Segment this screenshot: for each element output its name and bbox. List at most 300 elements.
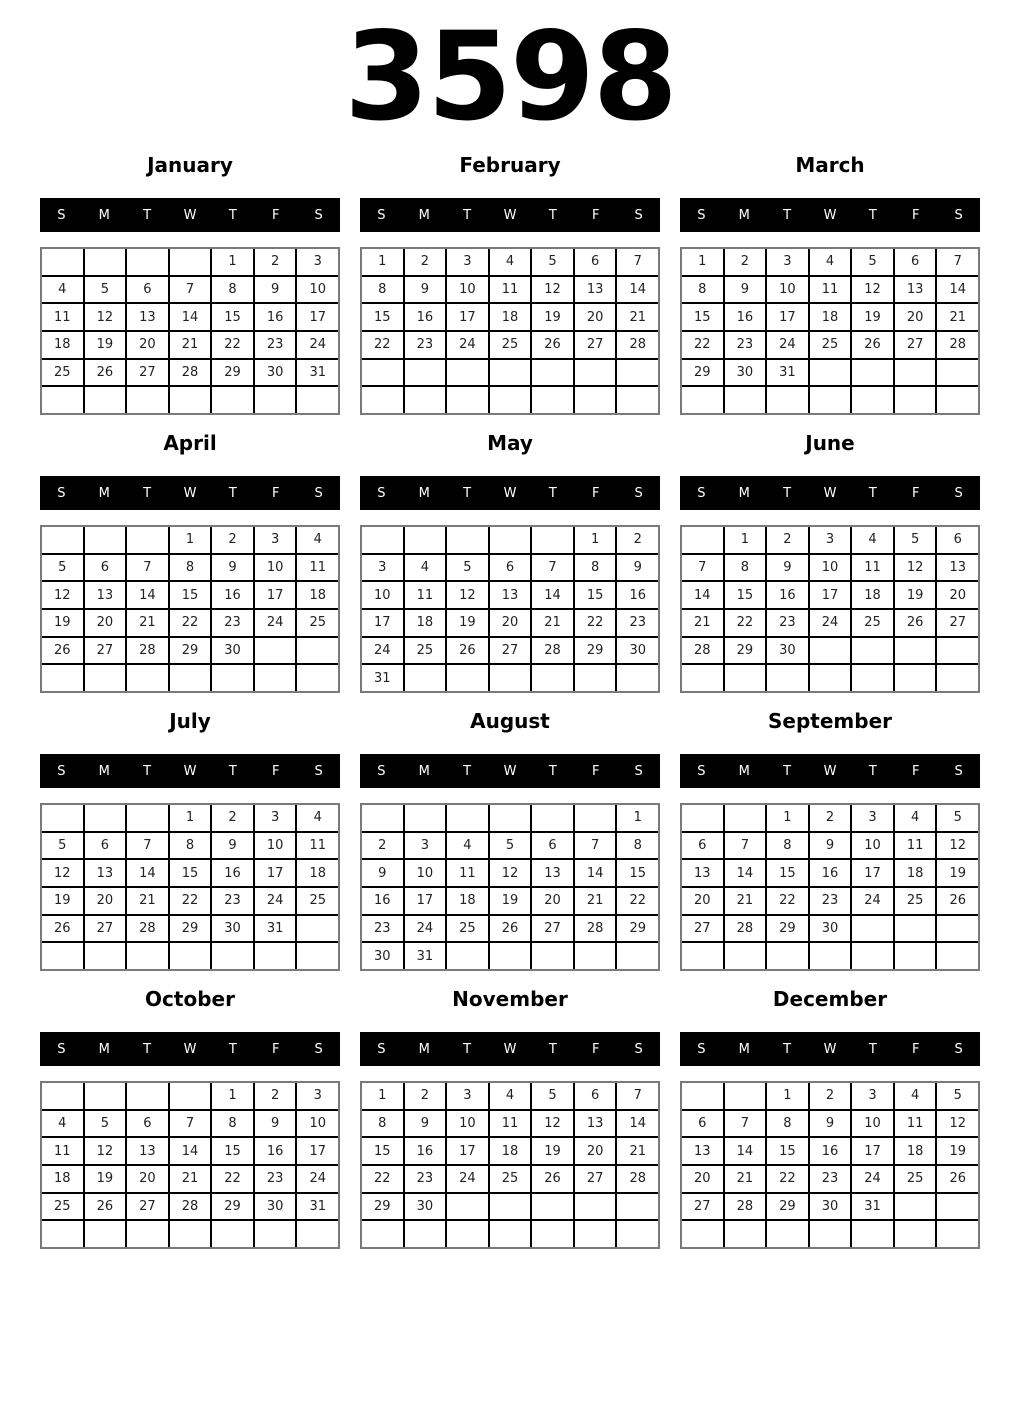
- day-cell: 26: [490, 916, 531, 942]
- day-cell: 30: [810, 916, 851, 942]
- day-cell: 18: [405, 610, 446, 636]
- day-cell: 28: [937, 332, 978, 358]
- day-cell: 10: [405, 860, 446, 886]
- day-cell: 24: [852, 1166, 893, 1192]
- day-cell: 3: [852, 1083, 893, 1109]
- day-cell: 30: [405, 1194, 446, 1220]
- day-of-week-header: [40, 198, 340, 232]
- day-cell: 24: [767, 332, 808, 358]
- month-block-july: [40, 706, 340, 971]
- day-cell: 22: [682, 332, 723, 358]
- day-cell: 10: [852, 833, 893, 859]
- day-cell: 19: [852, 304, 893, 330]
- dow-header-cell: T: [868, 1041, 877, 1057]
- day-cell-empty: [810, 387, 851, 413]
- dow-header-cell: F: [591, 485, 600, 501]
- day-cell-empty: [85, 387, 126, 413]
- day-cell-empty: [255, 943, 296, 969]
- day-cell-empty: [85, 665, 126, 691]
- day-cell: 27: [127, 1194, 168, 1220]
- day-cell: 24: [852, 888, 893, 914]
- day-cell: 6: [682, 1111, 723, 1137]
- day-cell: 29: [767, 1194, 808, 1220]
- day-cell: 8: [767, 1111, 808, 1137]
- day-cell: 8: [575, 555, 616, 581]
- day-cell-empty: [490, 360, 531, 386]
- day-cell: 4: [895, 805, 936, 831]
- day-cell: 12: [532, 277, 573, 303]
- day-cell: 5: [447, 555, 488, 581]
- dow-header-cell: T: [143, 485, 152, 501]
- day-cell: 30: [255, 360, 296, 386]
- day-cell: 12: [85, 304, 126, 330]
- day-cell-empty: [767, 665, 808, 691]
- day-cell: 2: [810, 1083, 851, 1109]
- day-cell: 7: [575, 833, 616, 859]
- day-cell: 3: [255, 805, 296, 831]
- day-cell: 17: [297, 1138, 338, 1164]
- day-cell: 12: [895, 555, 936, 581]
- day-cell: 11: [447, 860, 488, 886]
- day-cell: 6: [532, 833, 573, 859]
- day-cell: 5: [85, 277, 126, 303]
- day-cell: 16: [255, 304, 296, 330]
- day-cell: 9: [810, 1111, 851, 1137]
- day-cell: 11: [490, 1111, 531, 1137]
- day-cell-empty: [42, 249, 83, 275]
- day-cell: 26: [532, 1166, 573, 1192]
- dow-header-cell: M: [98, 763, 110, 779]
- dow-header-cell: S: [57, 1041, 66, 1057]
- day-cell-empty: [127, 805, 168, 831]
- dow-header-cell: S: [57, 763, 66, 779]
- day-cell-empty: [575, 387, 616, 413]
- day-cell: 31: [255, 916, 296, 942]
- day-cell: 4: [810, 249, 851, 275]
- day-cell: 17: [852, 860, 893, 886]
- day-of-week-header: [680, 1032, 980, 1066]
- day-cell: 16: [212, 860, 253, 886]
- day-of-week-header: [360, 198, 660, 232]
- day-cell-empty: [682, 943, 723, 969]
- day-cell-empty: [575, 360, 616, 386]
- month-days-grid: [40, 803, 340, 971]
- month-title: December: [772, 987, 888, 1011]
- day-cell: 20: [490, 610, 531, 636]
- day-cell: 2: [405, 1083, 446, 1109]
- day-cell-empty: [937, 1221, 978, 1247]
- day-cell-empty: [405, 360, 446, 386]
- day-cell: 5: [42, 833, 83, 859]
- dow-header-cell: T: [463, 1041, 472, 1057]
- day-cell-empty: [682, 527, 723, 553]
- day-cell-empty: [255, 1221, 296, 1247]
- day-cell: 10: [297, 1111, 338, 1137]
- day-cell: 19: [532, 304, 573, 330]
- day-cell: 14: [127, 582, 168, 608]
- day-cell: 17: [255, 582, 296, 608]
- day-cell-empty: [532, 360, 573, 386]
- dow-header-cell: S: [314, 485, 323, 501]
- day-cell: 21: [170, 1166, 211, 1192]
- day-cell: 15: [725, 582, 766, 608]
- day-cell: 21: [725, 888, 766, 914]
- day-cell: 3: [362, 555, 403, 581]
- dow-header-cell: F: [911, 1041, 920, 1057]
- day-cell: 25: [852, 610, 893, 636]
- day-cell: 22: [212, 332, 253, 358]
- dow-header-cell: T: [868, 207, 877, 223]
- day-cell: 1: [362, 1083, 403, 1109]
- day-cell-empty: [810, 665, 851, 691]
- day-cell: 10: [362, 582, 403, 608]
- day-cell: 29: [575, 638, 616, 664]
- day-cell: 29: [682, 360, 723, 386]
- day-cell: 22: [362, 332, 403, 358]
- day-cell: 29: [212, 1194, 253, 1220]
- day-cell: 11: [895, 1111, 936, 1137]
- day-cell: 22: [362, 1166, 403, 1192]
- day-cell-empty: [255, 387, 296, 413]
- day-cell: 14: [617, 277, 658, 303]
- day-cell: 8: [362, 277, 403, 303]
- day-cell: 17: [810, 582, 851, 608]
- day-cell: 2: [212, 805, 253, 831]
- day-cell-empty: [362, 387, 403, 413]
- day-cell-empty: [810, 943, 851, 969]
- month-title: May: [487, 431, 533, 455]
- dow-header-cell: T: [463, 763, 472, 779]
- day-cell: 14: [617, 1111, 658, 1137]
- day-cell: 28: [575, 916, 616, 942]
- day-cell-empty: [490, 1194, 531, 1220]
- day-cell-empty: [682, 1221, 723, 1247]
- day-cell-empty: [42, 527, 83, 553]
- day-cell: 30: [617, 638, 658, 664]
- day-cell: 29: [767, 916, 808, 942]
- dow-header-cell: M: [418, 485, 430, 501]
- day-cell: 17: [447, 1138, 488, 1164]
- day-cell: 22: [767, 1166, 808, 1192]
- day-cell-empty: [212, 665, 253, 691]
- day-cell-empty: [212, 1221, 253, 1247]
- day-cell: 14: [532, 582, 573, 608]
- month-block-june: [680, 428, 980, 693]
- day-cell: 24: [297, 332, 338, 358]
- day-cell: 3: [852, 805, 893, 831]
- dow-header-cell: T: [548, 485, 557, 501]
- day-cell: 26: [42, 638, 83, 664]
- day-cell-empty: [212, 387, 253, 413]
- day-cell-empty: [127, 943, 168, 969]
- day-cell: 1: [575, 527, 616, 553]
- day-cell: 30: [810, 1194, 851, 1220]
- month-days-grid: [680, 803, 980, 971]
- day-cell: 8: [617, 833, 658, 859]
- day-cell-empty: [447, 360, 488, 386]
- dow-header-cell: T: [548, 207, 557, 223]
- day-cell: 4: [895, 1083, 936, 1109]
- dow-header-cell: W: [823, 1041, 837, 1057]
- day-cell: 1: [725, 527, 766, 553]
- day-cell-empty: [297, 916, 338, 942]
- day-cell: 7: [725, 1111, 766, 1137]
- day-cell-empty: [532, 527, 573, 553]
- month-block-october: [40, 984, 340, 1249]
- day-cell: 26: [447, 638, 488, 664]
- day-cell: 23: [810, 888, 851, 914]
- day-cell: 16: [255, 1138, 296, 1164]
- day-cell: 15: [212, 1138, 253, 1164]
- month-title: August: [470, 709, 550, 733]
- day-cell-empty: [852, 665, 893, 691]
- day-cell: 9: [212, 555, 253, 581]
- day-cell: 21: [725, 1166, 766, 1192]
- day-cell: 11: [405, 582, 446, 608]
- day-cell: 4: [447, 833, 488, 859]
- day-cell-empty: [617, 387, 658, 413]
- day-cell: 20: [85, 610, 126, 636]
- day-cell: 17: [255, 860, 296, 886]
- dow-header-cell: F: [591, 207, 600, 223]
- day-cell: 5: [490, 833, 531, 859]
- dow-header-cell: M: [738, 763, 750, 779]
- day-cell: 4: [852, 527, 893, 553]
- day-cell: 21: [617, 304, 658, 330]
- day-cell: 31: [405, 943, 446, 969]
- day-cell: 26: [937, 1166, 978, 1192]
- day-cell: 10: [852, 1111, 893, 1137]
- day-cell: 23: [767, 610, 808, 636]
- month-block-november: [360, 984, 660, 1249]
- day-cell: 12: [937, 1111, 978, 1137]
- day-cell: 6: [575, 249, 616, 275]
- day-cell: 26: [42, 916, 83, 942]
- day-cell-empty: [490, 527, 531, 553]
- dow-header-cell: S: [634, 207, 643, 223]
- month-title: June: [805, 431, 855, 455]
- day-cell: 18: [42, 332, 83, 358]
- day-cell-empty: [42, 1221, 83, 1247]
- day-cell: 29: [170, 638, 211, 664]
- day-cell: 9: [362, 860, 403, 886]
- day-cell: 15: [575, 582, 616, 608]
- day-cell-empty: [170, 249, 211, 275]
- day-cell: 3: [447, 1083, 488, 1109]
- day-cell: 13: [575, 1111, 616, 1137]
- day-cell: 5: [532, 249, 573, 275]
- day-cell: 22: [170, 888, 211, 914]
- day-cell: 23: [212, 888, 253, 914]
- dow-header-cell: T: [548, 763, 557, 779]
- day-cell: 3: [297, 249, 338, 275]
- day-cell: 6: [85, 833, 126, 859]
- dow-header-cell: T: [143, 207, 152, 223]
- day-cell: 2: [212, 527, 253, 553]
- day-cell-empty: [852, 1221, 893, 1247]
- day-cell-empty: [852, 638, 893, 664]
- day-cell: 29: [617, 916, 658, 942]
- day-cell: 15: [617, 860, 658, 886]
- day-cell-empty: [725, 665, 766, 691]
- day-cell: 9: [212, 833, 253, 859]
- day-cell: 25: [405, 638, 446, 664]
- dow-header-cell: M: [418, 207, 430, 223]
- day-cell-empty: [895, 943, 936, 969]
- day-cell: 20: [682, 888, 723, 914]
- day-cell: 7: [725, 833, 766, 859]
- day-cell: 12: [42, 860, 83, 886]
- dow-header-cell: M: [738, 1041, 750, 1057]
- day-cell: 5: [852, 249, 893, 275]
- day-cell: 18: [447, 888, 488, 914]
- day-cell: 11: [810, 277, 851, 303]
- day-cell-empty: [405, 527, 446, 553]
- dow-header-cell: S: [954, 207, 963, 223]
- day-cell: 20: [127, 332, 168, 358]
- day-cell: 23: [405, 332, 446, 358]
- day-cell-empty: [725, 1221, 766, 1247]
- day-cell: 2: [255, 1083, 296, 1109]
- day-of-week-header: [40, 1032, 340, 1066]
- day-cell: 10: [255, 833, 296, 859]
- day-cell: 16: [617, 582, 658, 608]
- day-cell: 23: [725, 332, 766, 358]
- dow-header-cell: W: [183, 485, 197, 501]
- day-cell: 11: [42, 1138, 83, 1164]
- day-cell-empty: [895, 387, 936, 413]
- day-cell: 21: [532, 610, 573, 636]
- day-cell-empty: [127, 665, 168, 691]
- day-cell-empty: [895, 360, 936, 386]
- day-cell: 9: [725, 277, 766, 303]
- day-cell-empty: [297, 943, 338, 969]
- day-cell: 11: [297, 555, 338, 581]
- dow-header-cell: S: [697, 207, 706, 223]
- day-cell: 20: [85, 888, 126, 914]
- day-cell: 23: [362, 916, 403, 942]
- dow-header-cell: S: [314, 207, 323, 223]
- day-cell-empty: [617, 360, 658, 386]
- day-cell-empty: [297, 1221, 338, 1247]
- day-cell-empty: [42, 387, 83, 413]
- day-cell: 25: [490, 1166, 531, 1192]
- day-cell: 14: [725, 1138, 766, 1164]
- dow-header-cell: M: [98, 485, 110, 501]
- dow-header-cell: T: [228, 763, 237, 779]
- day-cell: 5: [937, 805, 978, 831]
- dow-header-cell: S: [697, 763, 706, 779]
- day-cell: 22: [212, 1166, 253, 1192]
- day-cell: 19: [85, 1166, 126, 1192]
- day-cell-empty: [937, 665, 978, 691]
- day-cell-empty: [362, 805, 403, 831]
- day-cell: 13: [490, 582, 531, 608]
- day-cell: 21: [937, 304, 978, 330]
- dow-header-cell: W: [823, 207, 837, 223]
- day-cell: 23: [255, 1166, 296, 1192]
- day-cell: 2: [810, 805, 851, 831]
- day-cell: 6: [490, 555, 531, 581]
- day-cell: 29: [362, 1194, 403, 1220]
- day-cell: 2: [725, 249, 766, 275]
- day-cell: 16: [767, 582, 808, 608]
- day-cell: 27: [682, 1194, 723, 1220]
- day-cell: 2: [405, 249, 446, 275]
- day-cell-empty: [617, 943, 658, 969]
- month-block-january: [40, 150, 340, 415]
- day-cell: 7: [532, 555, 573, 581]
- day-cell-empty: [255, 665, 296, 691]
- day-cell: 16: [810, 1138, 851, 1164]
- day-cell: 19: [937, 1138, 978, 1164]
- day-cell: 20: [895, 304, 936, 330]
- day-cell-empty: [682, 387, 723, 413]
- day-cell: 13: [85, 582, 126, 608]
- day-cell-empty: [895, 1221, 936, 1247]
- day-cell: 12: [42, 582, 83, 608]
- day-cell: 21: [575, 888, 616, 914]
- day-cell: 2: [617, 527, 658, 553]
- day-cell-empty: [532, 387, 573, 413]
- day-cell: 4: [297, 527, 338, 553]
- day-cell-empty: [297, 387, 338, 413]
- dow-header-cell: T: [868, 763, 877, 779]
- dow-header-cell: F: [271, 485, 280, 501]
- day-cell-empty: [405, 387, 446, 413]
- dow-header-cell: T: [783, 763, 792, 779]
- day-cell: 27: [575, 332, 616, 358]
- day-cell: 6: [127, 277, 168, 303]
- day-cell: 7: [682, 555, 723, 581]
- day-cell: 12: [532, 1111, 573, 1137]
- dow-header-cell: S: [314, 763, 323, 779]
- day-cell: 14: [170, 1138, 211, 1164]
- day-cell: 26: [85, 360, 126, 386]
- month-days-grid: [360, 803, 660, 971]
- day-cell-empty: [85, 1221, 126, 1247]
- day-cell: 15: [767, 860, 808, 886]
- day-cell-empty: [767, 943, 808, 969]
- day-cell: 26: [937, 888, 978, 914]
- dow-header-cell: F: [271, 1041, 280, 1057]
- day-cell: 19: [42, 610, 83, 636]
- day-cell: 13: [682, 1138, 723, 1164]
- day-cell: 3: [297, 1083, 338, 1109]
- day-cell: 19: [447, 610, 488, 636]
- day-cell-empty: [405, 1221, 446, 1247]
- day-cell: 3: [767, 249, 808, 275]
- day-cell: 20: [575, 304, 616, 330]
- dow-header-cell: W: [503, 763, 517, 779]
- day-cell: 29: [212, 360, 253, 386]
- month-days-grid: [360, 1081, 660, 1249]
- day-cell: 17: [405, 888, 446, 914]
- day-cell: 27: [127, 360, 168, 386]
- day-cell-empty: [895, 1194, 936, 1220]
- day-cell: 17: [852, 1138, 893, 1164]
- month-days-grid: [40, 1081, 340, 1249]
- day-cell: 21: [127, 888, 168, 914]
- day-cell: 20: [127, 1166, 168, 1192]
- day-cell: 25: [297, 610, 338, 636]
- day-cell: 28: [725, 916, 766, 942]
- day-cell: 23: [810, 1166, 851, 1192]
- day-cell-empty: [170, 943, 211, 969]
- day-cell: 10: [810, 555, 851, 581]
- day-cell: 7: [937, 249, 978, 275]
- day-cell: 23: [255, 332, 296, 358]
